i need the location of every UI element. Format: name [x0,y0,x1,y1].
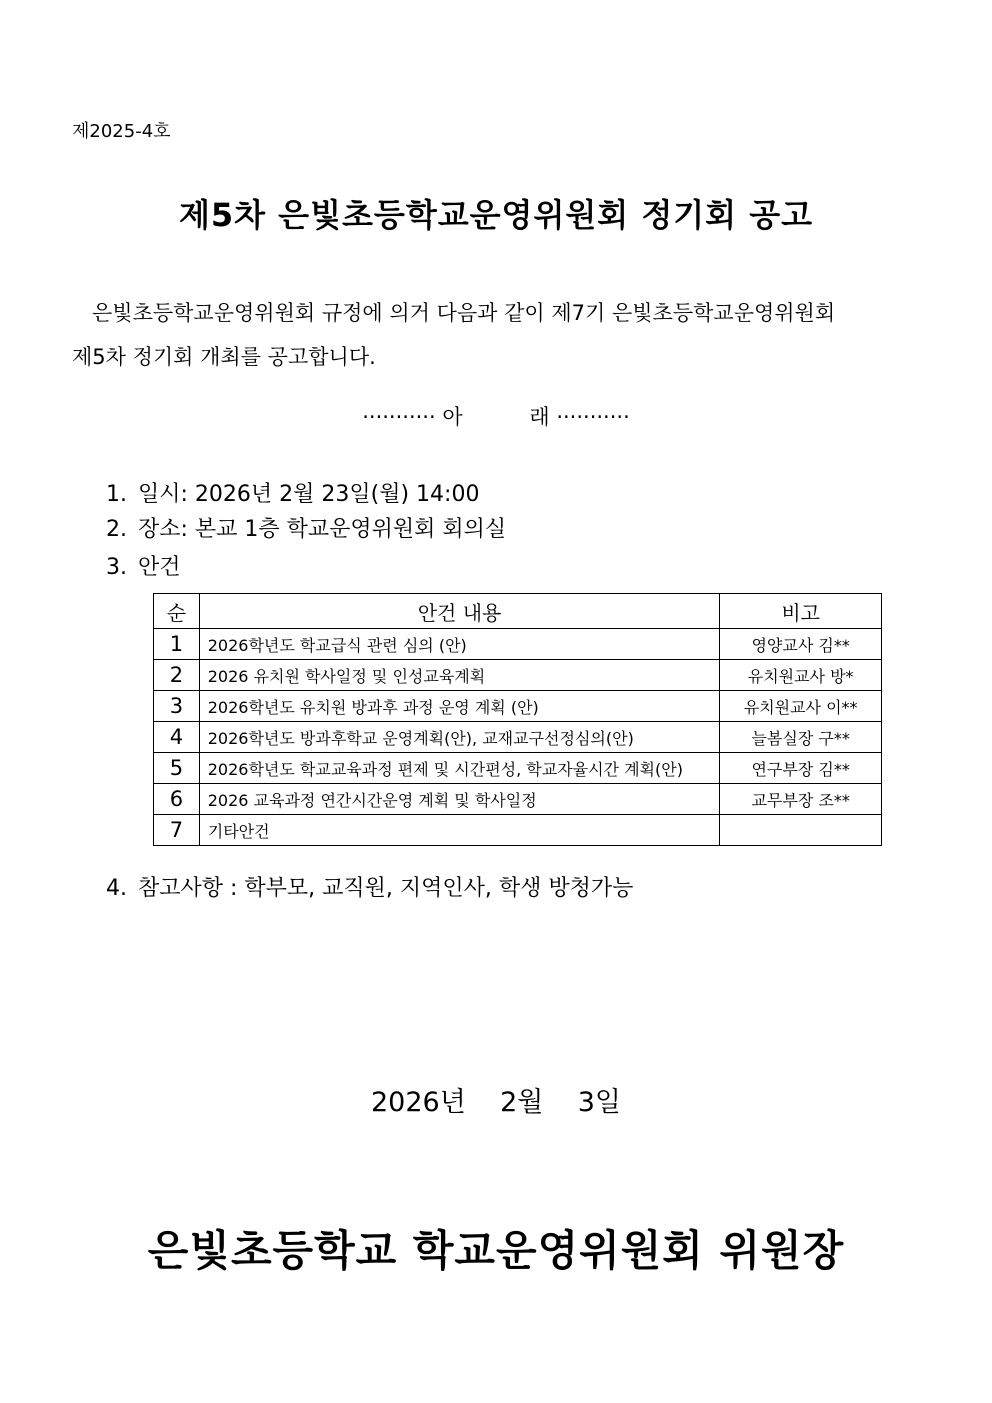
table-row [154,784,882,815]
row-no: 3 [154,691,200,722]
header-no: 순 [154,594,200,629]
table-row [154,691,882,722]
intro-paragraph [72,291,892,379]
list-item-text: 장소: 본교 1층 학교운영위원회 회의실 [138,517,507,542]
row-note [720,815,882,846]
table-row [154,815,882,846]
intro-line-2: 제5차 정기회 개최를 공고합니다. [72,345,376,369]
document-number: 제2025-4호 [72,121,171,142]
row-no: 7 [154,815,200,846]
row-content: 2026학년도 방과후학교 운영계획(안), 교재교구선정심의(안) [199,722,720,753]
list-item-text: 일시: 2026년 2월 23일(월) 14:00 [138,482,480,507]
section-divider-arae: ··········· 아 래 ··········· [362,405,630,429]
row-no: 4 [154,722,200,753]
list-item-notes [106,871,633,902]
header-note: 비고 [720,594,882,629]
row-no: 1 [154,629,200,660]
row-note: 영양교사 김** [720,629,882,660]
list-item-text: 안건 [138,555,181,580]
list-item-text: 참고사항 : 학부모, 교직원, 지역인사, 학생 방청가능 [138,876,634,901]
table-row [154,660,882,691]
header-content: 안건 내용 [199,594,720,629]
list-item-number: 3. [106,555,127,580]
table-row [154,722,882,753]
row-content: 기타안건 [199,815,720,846]
list-item-number: 1. [106,482,127,507]
intro-line-1: 은빛초등학교운영위원회 규정에 의거 다음과 같이 제7기 은빛초등학교운영위원회 [92,301,836,325]
row-no: 2 [154,660,200,691]
list-item-number: 2. [106,517,127,542]
row-no: 5 [154,753,200,784]
row-content: 2026학년도 학교급식 관련 심의 (안) [199,629,720,660]
page-title: 제5차 은빛초등학교운영위원회 정기회 공고 [178,196,814,234]
list-item-agenda [106,550,181,581]
table-row [154,753,882,784]
row-note: 연구부장 김** [720,753,882,784]
list-item-location [106,512,506,543]
row-content: 2026 유치원 학사일정 및 인성교육계획 [199,660,720,691]
list-item-number: 4. [106,876,127,901]
row-note: 유치원교사 방* [720,660,882,691]
row-content: 2026학년도 유치원 방과후 과정 운영 계획 (안) [199,691,720,722]
table-row [154,629,882,660]
row-note: 교무부장 조** [720,784,882,815]
table-header-row [154,594,882,629]
row-content: 2026학년도 학교교육과정 편제 및 시간편성, 학교자율시간 계획(안) [199,753,720,784]
list-item-datetime [106,477,479,508]
row-note: 유치원교사 이** [720,691,882,722]
agenda-table [153,593,882,846]
row-content: 2026 교육과정 연간시간운영 계획 및 학사일정 [199,784,720,815]
signer-title: 은빛초등학교 학교운영위원회 위원장 [147,1226,845,1275]
announcement-date: 2026년 2월 3일 [371,1087,621,1118]
row-no: 6 [154,784,200,815]
row-note: 늘봄실장 구** [720,722,882,753]
